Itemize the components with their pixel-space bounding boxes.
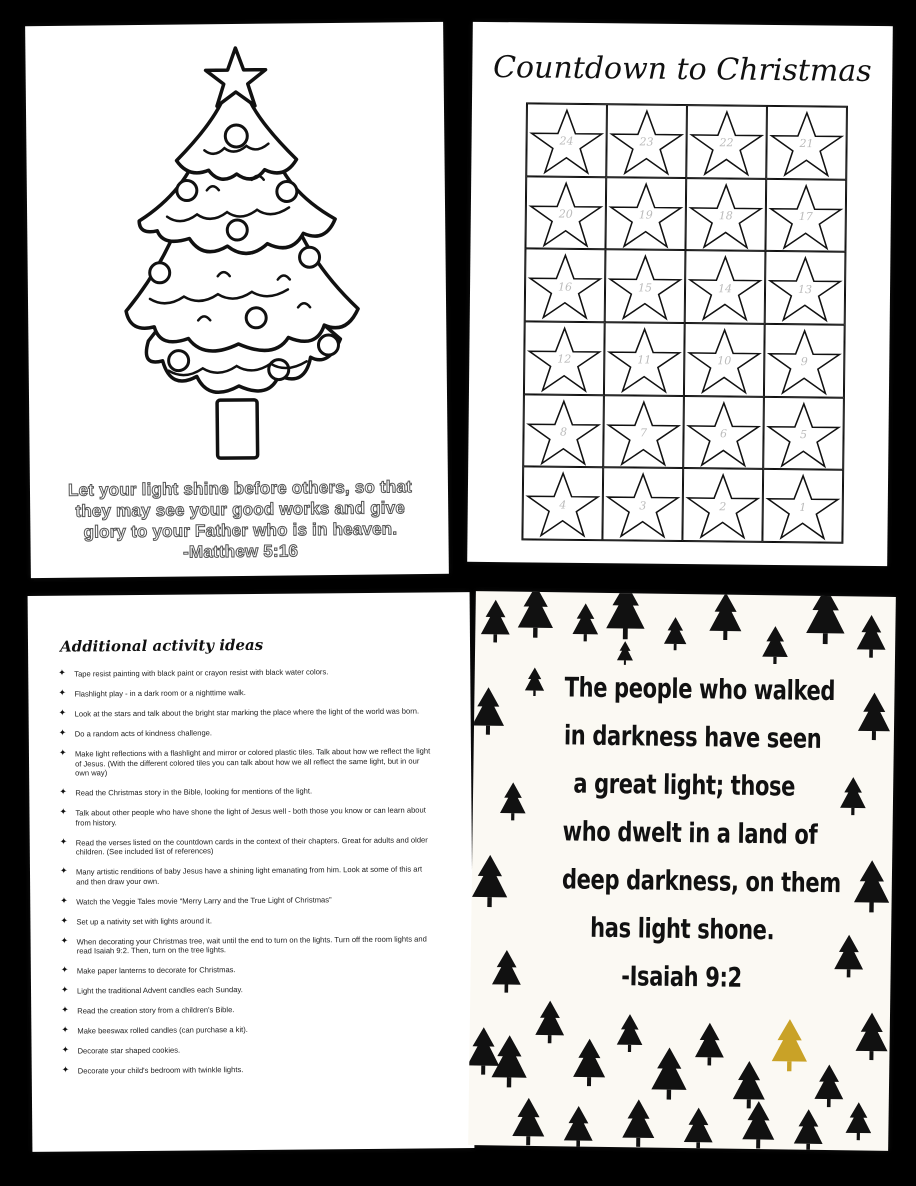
activity-text: Light the traditional Advent candles each Sunday. xyxy=(76,985,243,996)
verse-line: who dwelt in a land of xyxy=(562,816,818,851)
countdown-grid xyxy=(521,102,848,543)
tree-coloring-page xyxy=(25,22,449,578)
four-point-star-icon: ✦ xyxy=(58,707,67,718)
countdown-number: 23 xyxy=(639,135,654,149)
tree-icon xyxy=(794,1109,823,1151)
isaiah-verse-page xyxy=(468,591,896,1151)
four-point-star-icon: ✦ xyxy=(61,1024,69,1035)
four-point-star-icon: ✦ xyxy=(59,806,68,817)
tree-icon xyxy=(695,1023,724,1066)
countdown-cell xyxy=(524,321,605,395)
countdown-number: 20 xyxy=(558,207,573,221)
countdown-number: 6 xyxy=(719,427,728,441)
tree-icon xyxy=(564,1106,593,1149)
countdown-cell xyxy=(765,179,846,253)
countdown-number: 2 xyxy=(719,499,727,513)
countdown-number: 13 xyxy=(797,282,813,296)
verse-line: deep darkness, on them xyxy=(561,864,842,900)
four-point-star-icon: ✦ xyxy=(60,895,68,906)
activity-item xyxy=(59,726,431,739)
tree-icon xyxy=(840,777,866,815)
tree-icon xyxy=(684,1107,713,1150)
activity-text: Decorate your child's bedroom with twinkle lights. xyxy=(77,1065,244,1076)
countdown-cell xyxy=(605,250,686,323)
activity-item xyxy=(59,786,431,799)
tree-icon xyxy=(709,592,742,640)
tree-icon xyxy=(845,1102,871,1140)
countdown-number: 17 xyxy=(798,210,813,224)
activity-item xyxy=(59,746,431,778)
tree-icon xyxy=(617,1014,643,1052)
countdown-title: Countdown to Christmas xyxy=(492,50,872,89)
countdown-page xyxy=(467,22,893,566)
countdown-number: 12 xyxy=(557,352,572,366)
matthew-verse xyxy=(50,476,431,564)
activity-text: Set up a nativity set with lights around it. xyxy=(76,916,212,927)
tree-icon xyxy=(622,1099,655,1147)
tree-icon xyxy=(664,617,687,650)
gold-tree-icon xyxy=(772,1019,808,1072)
four-point-star-icon: ✦ xyxy=(58,667,66,678)
activity-ideas-page xyxy=(28,592,475,1152)
activity-text: Read the verses listed on the countdown cards in the context of their chapters. Great for adults and older children. (See included list of references) xyxy=(75,835,428,857)
activity-text: Make light reflections with a flashlight and mirror or colored plastic tiles. Talk about how we reflect the light of Jesus. (With the different colored tiles you can talk about how we all reflect the same light, but in our own way) xyxy=(74,746,431,778)
activity-list xyxy=(58,666,434,1087)
tree-icon xyxy=(617,641,633,665)
countdown-number: 14 xyxy=(717,281,733,296)
activity-item xyxy=(62,1064,434,1077)
four-point-star-icon: ✦ xyxy=(58,727,67,738)
tree-icon xyxy=(854,860,890,913)
verse-line: The people who walked xyxy=(564,672,836,708)
tree-icon xyxy=(762,626,788,664)
countdown-number: 1 xyxy=(799,500,807,514)
countdown-cell xyxy=(525,176,606,250)
countdown-number: 4 xyxy=(559,498,567,512)
countdown-cell xyxy=(766,106,847,179)
tree-icon xyxy=(806,591,845,644)
countdown-cell xyxy=(523,394,604,468)
verse-line: has light shone. xyxy=(589,912,775,947)
tree-icon xyxy=(472,855,508,908)
activity-item xyxy=(58,686,430,699)
activity-item xyxy=(61,964,433,977)
tree-icon xyxy=(535,1000,564,1043)
countdown-cell xyxy=(684,323,765,397)
countdown-cell xyxy=(603,395,684,469)
tree-icon xyxy=(858,692,891,740)
tree-icon xyxy=(492,950,521,993)
four-point-star-icon: ✦ xyxy=(61,1064,70,1075)
verse-line: they may see your good works and give xyxy=(75,498,406,521)
countdown-number: 3 xyxy=(639,499,647,513)
four-point-star-icon: ✦ xyxy=(59,865,68,876)
activity-item xyxy=(58,666,430,679)
countdown-cell xyxy=(765,251,846,324)
countdown-number: 24 xyxy=(559,134,574,149)
countdown-number: 5 xyxy=(799,428,808,442)
activity-item xyxy=(60,894,432,907)
activity-text: Read the Christmas story in the Bible, looking for mentions of the light. xyxy=(75,786,313,798)
countdown-number: 8 xyxy=(559,425,568,439)
activity-text: When decorating your Christmas tree, wait until the end to turn on the lights. Turn off the room lights and read Isaiah 9:2. Then, turn on the tree lights. xyxy=(76,934,427,956)
activity-text: Read the creation story from a children's Bible. xyxy=(77,1005,235,1016)
verse-line: in darkness have seen xyxy=(563,720,822,755)
verse-reference: -Matthew 5:16 xyxy=(183,541,299,562)
countdown-number: 18 xyxy=(718,209,733,223)
four-point-star-icon: ✦ xyxy=(61,1004,69,1016)
countdown-number: 7 xyxy=(639,426,648,440)
activity-text: Make beeswax rolled candles (can purchase a kit). xyxy=(77,1025,248,1036)
activity-item xyxy=(62,1044,434,1057)
countdown-number: 9 xyxy=(800,355,808,369)
countdown-number: 21 xyxy=(799,137,814,151)
countdown-cell xyxy=(762,469,843,542)
activity-text: Many artistic renditions of baby Jesus have a shining light emanating from him. Look at some of this art and then draw your own. xyxy=(75,864,423,887)
verse-line: a great light; those xyxy=(573,768,796,803)
activity-text: Flashlight play - in a dark room or a nighttime walk. xyxy=(74,688,246,699)
countdown-number: 22 xyxy=(719,136,734,150)
activity-item xyxy=(61,1024,433,1037)
countdown-cell xyxy=(602,468,683,541)
tree-icon xyxy=(518,591,554,638)
activity-item xyxy=(60,835,432,857)
four-point-star-icon: ✦ xyxy=(60,935,69,946)
activity-text: Make paper lanterns to decorate for Christmas. xyxy=(76,965,236,976)
tree-icon xyxy=(525,667,545,696)
countdown-cell xyxy=(686,105,767,178)
isaiah-verse xyxy=(560,664,842,1003)
four-point-star-icon: ✦ xyxy=(60,964,69,976)
verse-line: glory to your Father who is in heaven. xyxy=(83,519,398,542)
tree-icon xyxy=(481,600,510,643)
activity-text: Do a random acts of kindness challenge. xyxy=(74,728,213,739)
four-point-star-icon: ✦ xyxy=(58,747,67,758)
countdown-cell xyxy=(763,397,844,471)
countdown-cell xyxy=(604,322,685,396)
countdown-cell xyxy=(526,103,607,176)
activity-text: Watch the Veggie Tales movie “Merry Larry and the True Light of Christmas” xyxy=(76,895,332,907)
tree-icon xyxy=(606,591,645,639)
four-point-star-icon: ✦ xyxy=(58,687,67,698)
activity-item xyxy=(61,1004,433,1017)
countdown-cell xyxy=(685,250,766,323)
tree-icon xyxy=(855,1012,888,1060)
tree-icon xyxy=(572,603,598,641)
four-point-star-icon: ✦ xyxy=(59,786,67,797)
tree-icon xyxy=(834,935,863,978)
activity-item xyxy=(61,934,433,956)
tree-icon xyxy=(512,1098,545,1146)
tree-icon xyxy=(573,1039,606,1087)
four-point-star-icon: ✦ xyxy=(61,1044,70,1055)
verse-line: Let your light shine before others, so that xyxy=(67,477,413,500)
tree-icon xyxy=(500,782,526,820)
countdown-cell xyxy=(685,178,766,252)
activity-item xyxy=(60,865,432,887)
tree-icon xyxy=(733,1061,766,1109)
tree-icon xyxy=(814,1064,843,1107)
activity-text: Decorate star shaped cookies. xyxy=(77,1045,181,1056)
countdown-number: 11 xyxy=(637,353,652,367)
countdown-cell xyxy=(682,468,763,541)
countdown-number: 16 xyxy=(558,280,573,294)
tree-icon xyxy=(472,687,505,735)
activity-text: Tape resist painting with black paint or crayon resist with black water colors. xyxy=(74,667,329,679)
four-point-star-icon: ✦ xyxy=(59,836,68,847)
four-point-star-icon: ✦ xyxy=(60,915,69,926)
countdown-cell xyxy=(605,177,686,251)
countdown-number: 19 xyxy=(638,208,653,222)
activity-item xyxy=(61,984,433,997)
countdown-cell xyxy=(764,324,845,398)
countdown-cell xyxy=(606,104,687,177)
countdown-cell xyxy=(525,249,606,322)
christmas-tree-illustration xyxy=(75,38,399,471)
verse-reference: -Isaiah 9:2 xyxy=(621,961,742,994)
activity-item xyxy=(59,706,431,719)
four-point-star-icon: ✦ xyxy=(60,984,69,996)
tree-icon xyxy=(857,615,886,658)
countdown-cell xyxy=(522,467,603,540)
activity-item xyxy=(60,914,432,927)
countdown-cell xyxy=(683,396,764,470)
activity-text: Look at the stars and talk about the bright star marking the place where the light of the world was born. xyxy=(74,706,420,719)
activities-title: Additional activity ideas xyxy=(59,635,264,656)
tree-icon xyxy=(468,1027,500,1075)
activity-text: Talk about other people who have shone the light of Jesus well - both those you know or can learn about from history. xyxy=(75,805,426,828)
countdown-number: 15 xyxy=(637,281,653,295)
activity-item xyxy=(59,806,431,828)
tree-icon xyxy=(651,1047,687,1100)
countdown-number: 10 xyxy=(717,354,732,368)
